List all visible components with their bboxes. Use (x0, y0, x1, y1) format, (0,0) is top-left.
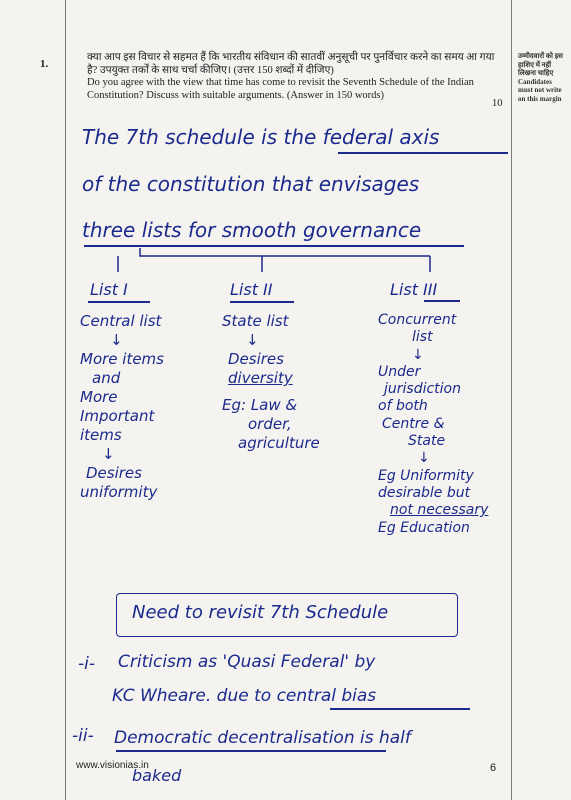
page-number: 6 (490, 762, 497, 774)
question-number: 1. (40, 58, 49, 70)
underline-list-1 (88, 301, 150, 303)
list-2-title: List II (230, 280, 273, 299)
point-1-marker: -i- (78, 654, 95, 674)
point-1-line-1: Criticism as 'Quasi Federal' by (118, 652, 376, 672)
question-hindi: क्या आप इस विचार से सहमत हैं कि भारतीय संविधान की सातवीं अनुसूची पर पुनर्विचार करने का समय आ गया है? उपयुक्त तर्कों के साथ चर्चा कीजिए। (उत्तर 150 शब्दों में दीजिए) (87, 52, 495, 76)
revisit-heading: Need to revisit 7th Schedule (132, 602, 389, 623)
intro-line-2: of the constitution that envisages (82, 172, 420, 196)
point-2-marker: -ii- (72, 726, 94, 746)
underline-list-2 (230, 301, 294, 303)
underline-list-3 (424, 300, 460, 302)
list-1-body: Central list ↓ More items and More Important items ↓ Desires uniformity (80, 312, 164, 501)
point-2-line-1: Democratic decentralisation is half (114, 728, 411, 748)
underline-central-bias (330, 708, 470, 710)
intro-line-1: The 7th schedule is the federal axis (82, 125, 440, 149)
list-3-title: List III (390, 280, 438, 299)
point-1-line-2: KC Wheare. due to central bias (112, 686, 377, 706)
intro-line-3: three lists for smooth governance (82, 218, 422, 242)
margin-note: उम्मीदवारों को इस हाशिए में नहीं लिखना चाहिए Candidates must not write on this margin (518, 52, 563, 103)
list-3-body: Concurrent list ↓ Under jurisdiction of both Centre & State ↓ Eg Uniformity desirable but not necessary Eg Education (378, 312, 489, 536)
underline-democratic (116, 750, 386, 752)
footer-url: www.visionias.in (76, 760, 149, 771)
question-english: Do you agree with the view that time has come to revisit the Seventh Schedule of the Indian Constitution? Discuss with suitable arguments. (Answer in 150 words) (87, 77, 474, 101)
list-2-body: State list ↓ Desires diversity Eg: Law & order, agriculture (222, 312, 320, 452)
list-1-title: List I (90, 280, 128, 299)
question-marks: 10 (492, 98, 503, 109)
point-2-line-2: baked (132, 766, 182, 785)
